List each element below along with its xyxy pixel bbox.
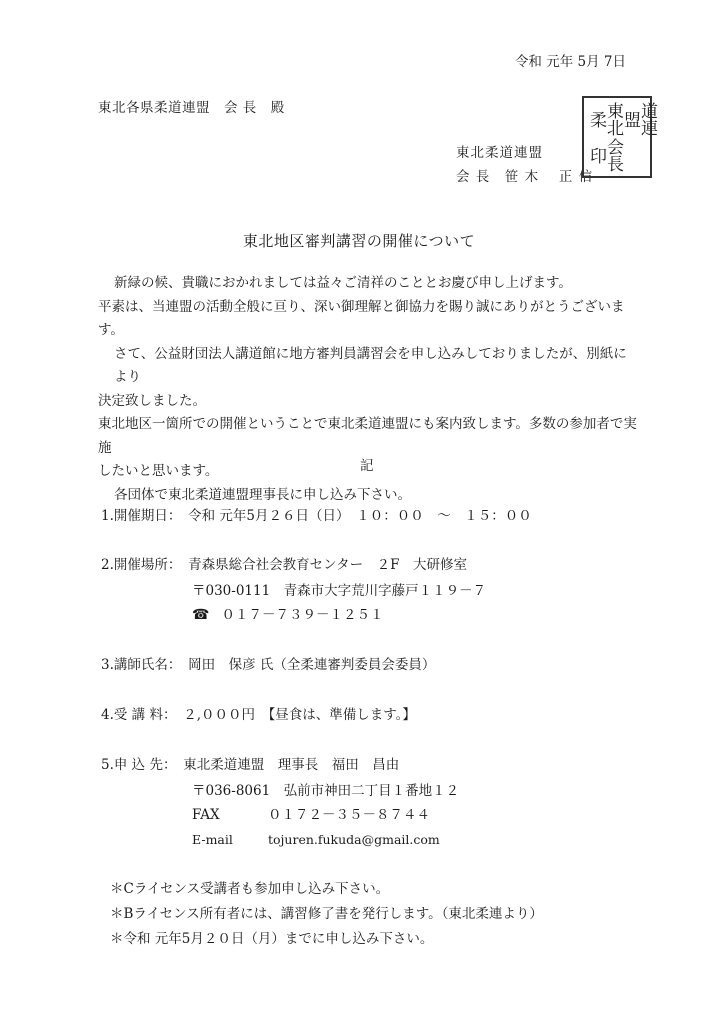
addressee: 東北各県柔道連盟 会 長 殿 [98,100,285,116]
phone-icon: ☎ [192,607,210,623]
body-paragraph-invitation-1: 東北地区一箇所での開催ということで東北柔道連盟にも案内致します。多数の参加者で実施 [98,416,637,456]
application-address: 〒036-8061 弘前市神田二丁目１番地１２ [192,783,460,799]
email-label: E-mail [192,832,233,847]
note-b-license: ＊Bライセンス所有者には、講習修了書を発行します。（東北柔連より） [110,906,543,922]
body-paragraph-announcement-2: 決定致しました。 [98,392,206,409]
official-seal-stamp: 東北柔 道連盟 会長印 [582,96,652,178]
ki-heading: 記 [360,458,374,474]
document-title: 東北地区審判講習の開催について [242,232,476,250]
document-date: 令和 元年 5月 7日 [514,54,626,70]
note-deadline: ＊令和 元年5月２０日（月）までに申し込み下さい。 [110,931,434,947]
item-venue: 2.開催場所： 青森県総合社会教育センター ２F 大研修室 [101,557,467,573]
body-paragraph-request: 各団体で東北柔道連盟理事長に申し込み下さい。 [114,486,411,503]
item-fee: 4.受 講 料： ２,０００円 【昼食は、準備します。】 [101,707,416,723]
sender-organization: 東北柔道連盟 [456,145,543,161]
item-instructor: 3.講師氏名： 岡田 保彦 氏（全柔連審判委員会委員） [101,657,436,673]
venue-address: 〒030-0111 青森市大字荒川字藤戸１１９－７ [192,583,487,599]
sender-name: 会 長 笹 木 正 信 [456,169,594,185]
body-paragraph-thanks: 平素は、当連盟の活動全般に亘り、深い御理解と御協力を賜り誠にありがとうございます。 [98,298,625,338]
note-c-license: ＊Cライセンス受講者も参加申し込み下さい。 [110,881,390,897]
venue-phone-row [192,607,383,624]
fax-number: ０１７２－３５－８７４４ [268,807,430,823]
body-paragraph-invitation-2: したいと思います。 [98,463,219,479]
email-address: tojuren.fukuda@gmail.com [268,832,440,847]
item-event-date: 1.開催期日： 令和 元年5月２６日（日） １０：００ ～ １５：００ [101,508,532,524]
fax-label: FAX [192,807,220,823]
body-paragraph-greeting: 新緑の候、貴職におかれましては益々ご清祥のこととお慶び申し上げます。 [114,275,572,291]
item-application: 5.申 込 先： 東北柔道連盟 理事長 福田 昌由 [101,757,400,773]
body-paragraph-announcement-1: さて、公益財団法人講道館に地方審判員講習会を申し込みしておりましたが、別紙により [114,345,627,385]
venue-phone: ０１７－７３９－１２５１ [221,607,384,623]
